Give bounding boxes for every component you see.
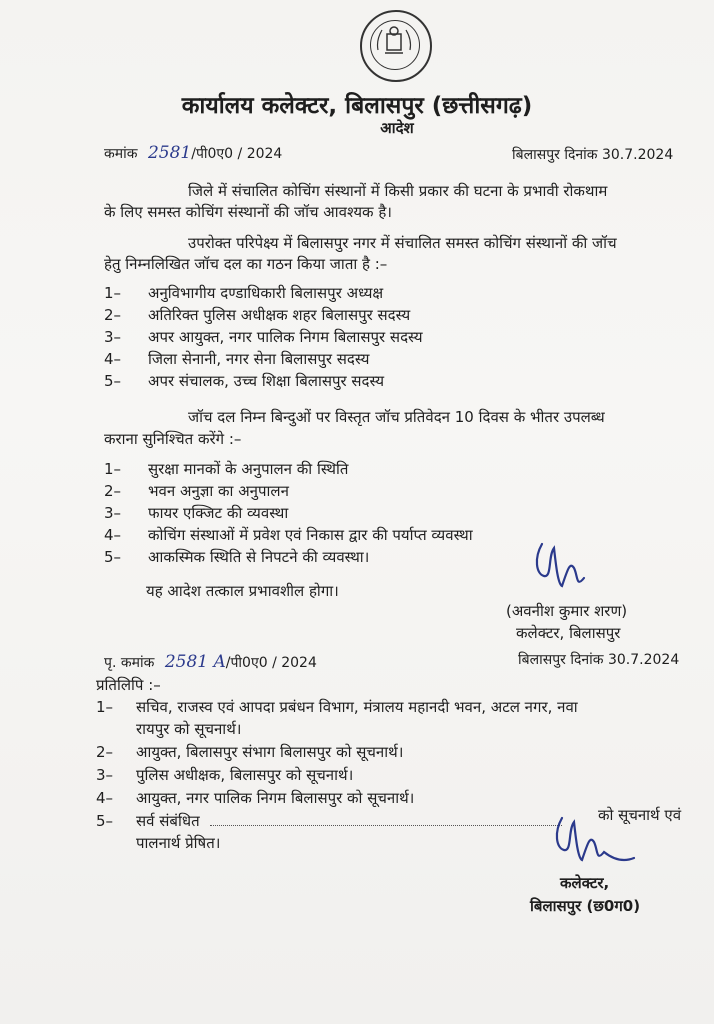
effect-statement: यह आदेश तत्काल प्रभावशील होगा।	[146, 582, 339, 600]
blank-dotted-line	[210, 813, 562, 826]
signatory2-place: बिलासपुर (छ0ग0)	[530, 897, 641, 915]
government-emblem-seal	[360, 10, 432, 82]
endorsement-date: बिलासपुर दिनांक 30.7.2024	[518, 652, 680, 668]
list-item: 1– अनुविभागीय दण्डाधिकारी बिलासपुर अध्यक्ष	[104, 284, 384, 302]
list-item-continuation: रायपुर को सूचनार्थ।	[136, 720, 242, 738]
list-item: 2– भवन अनुज्ञा का अनुपालन	[104, 482, 289, 500]
copy-heading: प्रतिलिपि :–	[96, 676, 161, 694]
list-item-continuation: को सूचनार्थ एवं	[598, 806, 682, 824]
signatory-name: (अवनीश कुमार शरण)	[506, 602, 628, 620]
para3-line2: कराना सुनिश्चित करेंगे :–	[104, 430, 242, 448]
list-item: 4– जिला सेनानी, नगर सेना बिलासपुर सदस्य	[104, 350, 370, 368]
list-item: 2– आयुक्त, बिलासपुर संभाग बिलासपुर को सूचनार्थ।	[96, 743, 404, 761]
order-number-line	[104, 143, 282, 163]
endorsement-number-label: पृ. कमांक	[104, 655, 155, 671]
para1-line1: जिले में संचालित कोचिंग संस्थानों में किसी प्रकार की घटना के प्रभावी रोकथाम	[188, 182, 608, 200]
list-item: 3– अपर आयुक्त, नगर पालिक निगम बिलासपुर सदस्य	[104, 328, 423, 346]
signatory2-designation: कलेक्टर,	[560, 874, 610, 892]
list-item: 5– सर्व संबंधित	[96, 810, 562, 832]
list-item: 4– आयुक्त, नगर पालिक निगम बिलासपुर को सूचनार्थ।	[96, 789, 415, 807]
list-item: 4– कोचिंग संस्थाओं में प्रवेश एवं निकास द्वार की पर्याप्त व्यवस्था	[104, 526, 473, 544]
signature-mark	[548, 810, 638, 880]
office-title: कार्यालय कलेक्टर, बिलासपुर (छत्तीसगढ़)	[181, 93, 533, 119]
para2-line1: उपरोक्त परिपेक्ष्य में बिलासपुर नगर में संचालित समस्त कोचिंग संस्थानों की जॉच	[188, 234, 617, 252]
order-heading: आदेश	[380, 119, 414, 137]
handwritten-order-number: 2581	[147, 143, 192, 163]
endorsement-number-line	[104, 652, 317, 672]
list-item: 1– सुरक्षा मानकों के अनुपालन की स्थिति	[104, 460, 349, 478]
list-item: 3– पुलिस अधीक्षक, बिलासपुर को सूचनार्थ।	[96, 766, 354, 784]
list-item: 2– अतिरिक्त पुलिस अधीक्षक शहर बिलासपुर सदस्य	[104, 306, 411, 324]
order-date: बिलासपुर दिनांक 30.7.2024	[512, 147, 674, 163]
signatory-designation: कलेक्टर, बिलासपुर	[516, 624, 621, 642]
list-item: 1– सचिव, राजस्व एवं आपदा प्रबंधन विभाग, मंत्रालय महानदी भवन, अटल नगर, नवा	[96, 698, 578, 716]
signature-mark	[528, 538, 588, 602]
list-item: 5– आकस्मिक स्थिति से निपटने की व्यवस्था।	[104, 548, 370, 566]
para1-line2: के लिए समस्त कोचिंग संस्थानों की जॉच आवश्यक है।	[104, 203, 392, 221]
list-item: 5– अपर संचालक, उच्च शिक्षा बिलासपुर सदस्य	[104, 372, 385, 390]
para3-line1: जॉच दल निम्न बिन्दुओं पर विस्तृत जॉच प्रतिवेदन 10 दिवस के भीतर उपलब्ध	[188, 408, 605, 426]
endorsement-number-suffix: /पी0ए0 / 2024	[225, 655, 317, 671]
list-item: 3– फायर एक्जिट की व्यवस्था	[104, 504, 289, 522]
para2-line2: हेतु निम्नलिखित जॉच दल का गठन किया जाता है :–	[104, 255, 388, 273]
list-item-continuation: पालनार्थ प्रेषित।	[136, 834, 221, 852]
order-number-suffix: /पी0ए0 / 2024	[191, 146, 283, 162]
handwritten-endorsement-number: 2581 A	[164, 652, 226, 672]
order-number-label: कमांक	[104, 146, 138, 162]
